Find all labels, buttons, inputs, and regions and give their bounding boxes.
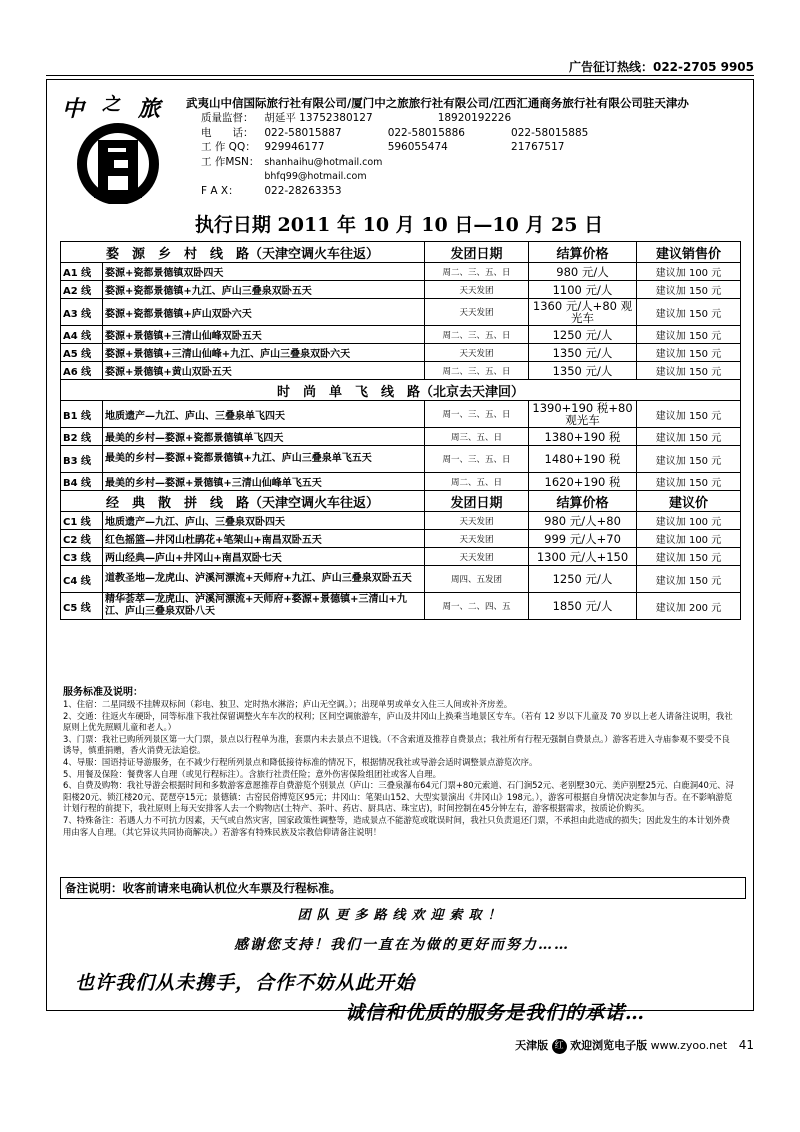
settle-price: 1250 元/人: [529, 326, 637, 344]
settle-price: 1360 元/人+80 观光车: [529, 299, 637, 326]
departure-days: 周三、五、日: [425, 428, 529, 446]
contact-value: 596055474: [387, 141, 448, 153]
suggested-price: 建议加 150 元: [637, 401, 741, 428]
suggested-price: 建议加 150 元: [637, 362, 741, 380]
settle-price: 1250 元/人: [529, 566, 637, 593]
contact-label: 工 作MSN：: [201, 155, 260, 168]
settle-price: 1350 元/人: [529, 362, 637, 380]
settle-price: 980 元/人+80: [529, 512, 637, 530]
svg-text:之: 之: [102, 94, 120, 115]
contact-row: [201, 184, 621, 199]
col-days-header: 发团日期: [425, 491, 529, 512]
route-code: A4 线: [61, 326, 103, 344]
departure-days: 周二、三、五、日: [425, 362, 529, 380]
suggested-price: 建议加 150 元: [637, 566, 741, 593]
departure-days: 周一、二、四、五: [425, 593, 529, 620]
contact-row: [201, 155, 621, 170]
suggested-price: 建议加 150 元: [637, 299, 741, 326]
route-name: 婺源+景德镇+三清山仙峰双卧五天: [103, 326, 425, 344]
route-code: B1 线: [61, 401, 103, 428]
route-name: 婺源+瓷都景德镇双卧四天: [103, 263, 425, 281]
contact-row: [201, 126, 621, 141]
route-name: 红色摇篮—井冈山杜鹃花+笔架山+南昌双卧五天: [103, 530, 425, 548]
service-item: 6、自费及购物：我社导游会根据时间和多数游客意愿推荐自费游览个别景点（庐山：三叠泉瀑布64元门票+80元索道、石门涧52元、老别墅30元、美庐别墅25元、白鹿洞40元、浔阳楼20元、锁江楼20元、琵琶亭15元；景德镇：古窑民俗博览区95元；井冈山：笔架山152、大型实景演出《井冈山》198元。），游客可根据自身情况决定参加与否。在不影响游览计划行程的前提下，我社原则上每天安排客人去一个购物店(土特产、茶叶、药店、厨具店、珠宝店)，时间控制在45分钟左右，游客根据需求，按质论价购买。: [63, 780, 734, 814]
settle-price: 1380+190 税: [529, 428, 637, 446]
route-code: C2 线: [61, 530, 103, 548]
settle-price: 1100 元/人: [529, 281, 637, 299]
svg-text:中: 中: [62, 96, 85, 122]
slogan-line-2: 诚信和优质的服务是我们的承诺…: [345, 1002, 646, 1024]
contact-value: bhfq99@hotmail.com: [264, 171, 367, 182]
svg-text:旅: 旅: [138, 96, 161, 122]
table-row: [61, 344, 741, 362]
ad-hotline: 广告征订热线：022-2705 9905: [568, 60, 754, 74]
route-code: A6 线: [61, 362, 103, 380]
route-name: 最美的乡村—婺源+瓷都景德镇+九江、庐山三叠泉单飞五天: [103, 446, 425, 473]
table-row: [61, 299, 741, 326]
suggested-price: 建议加 150 元: [637, 281, 741, 299]
contact-value: 18920192226: [437, 112, 512, 124]
route-code: B4 线: [61, 473, 103, 491]
route-code: C4 线: [61, 566, 103, 593]
route-code: A2 线: [61, 281, 103, 299]
route-name: 婺源+瓷都景德镇+庐山双卧六天: [103, 299, 425, 326]
table-row: [61, 473, 741, 491]
contact-row: [201, 111, 621, 126]
route-name: 婺源+瓷都景德镇+九江、庐山三叠泉双卧五天: [103, 281, 425, 299]
route-name: 精华荟萃—龙虎山、泸溪河漂流+天师府+婺源+景德镇+三清山+九江、庐山三叠泉双卧八天: [103, 593, 425, 620]
settle-price: 999 元/人+70: [529, 530, 637, 548]
table-row: [61, 428, 741, 446]
contact-value: 胡延平 13752380127: [264, 112, 373, 124]
col-days-header: 发团日期: [425, 242, 529, 263]
col-price-header: 结算价格: [529, 242, 637, 263]
route-name: 婺源+景德镇+黄山双卧五天: [103, 362, 425, 380]
contact-label: F A X：: [201, 184, 239, 197]
departure-days: 周二、五、日: [425, 473, 529, 491]
suggested-price: 建议加 150 元: [637, 344, 741, 362]
route-name: 最美的乡村—婺源+瓷都景德镇单飞四天: [103, 428, 425, 446]
departure-days: 天天发团: [425, 344, 529, 362]
route-code: C1 线: [61, 512, 103, 530]
slogan-line-1: 也许我们从未携手，合作不妨从此开始: [75, 972, 416, 994]
remark-note: 备注说明：收客前请来电确认机位火车票及行程标准。: [60, 877, 746, 899]
table-row: [61, 446, 741, 473]
page-number: 41: [738, 1038, 754, 1052]
departure-days: 周二、三、五、日: [425, 326, 529, 344]
service-item: 3、门票：我社已购所列景区第一大门票，景点以行程单为准，套票内未去景点不退钱。（不含索道及推荐自费景点；我社所有行程无强制自费景点。）游客若进入寺庙参观不要受不良诱导，慎重捐赠，香火消费无法追偿。: [63, 733, 730, 756]
company-names: 武夷山中信国际旅行社有限公司/厦门中之旅旅行社有限公司/江西汇通商务旅行社有限公司驻天津办: [186, 96, 689, 110]
route-name: 地质遗产—九江、庐山、三叠泉单飞四天: [103, 401, 425, 428]
table-row: [61, 401, 741, 428]
table-row: [61, 593, 741, 620]
route-code: A5 线: [61, 344, 103, 362]
contact-row: [201, 169, 621, 184]
departure-days: 周二、三、五、日: [425, 263, 529, 281]
contact-value: 022-58015885: [511, 126, 589, 139]
service-item: 5、用餐及保险：餐费客人自理（或见行程标注）。含旅行社责任险；意外伤害保险组团社或客人自理。: [63, 768, 442, 779]
contact-row: [201, 140, 621, 155]
contact-label: 质量监督：: [201, 112, 254, 124]
settle-price: 1850 元/人: [529, 593, 637, 620]
route-code: B2 线: [61, 428, 103, 446]
departure-days: 周一、三、五、日: [425, 401, 529, 428]
section-title: 经 典 散 拼 线 路（天津空调火车往返）: [61, 491, 425, 512]
route-code: C5 线: [61, 593, 103, 620]
edition-label: 天津版: [515, 1039, 549, 1052]
departure-days: 天天发团: [425, 299, 529, 326]
table-row: [61, 281, 741, 299]
contact-label: 电 话：: [201, 126, 254, 139]
departure-days: 天天发团: [425, 512, 529, 530]
settle-price: 1300 元/人+150: [529, 548, 637, 566]
service-standards: [63, 686, 738, 838]
departure-days: 周四、五发团: [425, 566, 529, 593]
service-heading: 服务标准及说明：: [63, 687, 143, 698]
table-row: [61, 326, 741, 344]
departure-days: 天天发团: [425, 281, 529, 299]
table-row: [61, 530, 741, 548]
page-footer: [515, 1037, 754, 1054]
contact-value: 022-28263353: [264, 184, 342, 197]
suggested-price: 建议加 200 元: [637, 593, 741, 620]
col-adv-header: 建议销售价: [637, 242, 741, 263]
execution-date-title: 执行日期 2011 年 10 月 10 日—10 月 25 日: [194, 214, 604, 236]
suggested-price: 建议加 150 元: [637, 428, 741, 446]
suggested-price: 建议加 150 元: [637, 473, 741, 491]
company-logo: [58, 92, 176, 204]
suggested-price: 建议加 150 元: [637, 446, 741, 473]
route-code: A1 线: [61, 263, 103, 281]
table-row: [61, 566, 741, 593]
route-code: B3 线: [61, 446, 103, 473]
website-url[interactable]: www.zyoo.net: [650, 1039, 728, 1052]
col-price-header: 结算价格: [529, 491, 637, 512]
route-name: 婺源+景德镇+三清山仙峰+九江、庐山三叠泉双卧六天: [103, 344, 425, 362]
settle-price: 1390+190 税+80 观光车: [529, 401, 637, 428]
contact-label: 工 作 QQ：: [201, 141, 256, 153]
route-name: 两山经典—庐山+井冈山+南昌双卧七天: [103, 548, 425, 566]
contact-value: 929946177: [264, 141, 325, 153]
col-adv-header: 建议价: [637, 491, 741, 512]
thanks-line: 感谢您支持！我们一直在为做的更好而努力……: [234, 937, 570, 953]
service-item: 1、住宿：二星同级不挂牌双标间（彩电、独卫、定时热水淋浴；庐山无空调。）；出现单男或单女入住三人间或补齐房差。: [63, 699, 513, 709]
departure-days: 周一、三、五、日: [425, 446, 529, 473]
departure-days: 天天发团: [425, 548, 529, 566]
settle-price: 980 元/人: [529, 263, 637, 281]
route-name: 最美的乡村—婺源+景德镇+三清山仙峰单飞五天: [103, 473, 425, 491]
top-divider: [46, 75, 754, 76]
section-header: [61, 491, 741, 512]
departure-days: 天天发团: [425, 530, 529, 548]
settle-price: 1620+190 税: [529, 473, 637, 491]
settle-price: 1350 元/人: [529, 344, 637, 362]
suggested-price: 建议加 100 元: [637, 530, 741, 548]
route-name: 地质遗产—九江、庐山、三叠泉双卧四天: [103, 512, 425, 530]
settle-price: 1480+190 税: [529, 446, 637, 473]
suggested-price: 建议加 150 元: [637, 326, 741, 344]
service-item: 7、特殊备注：若遇人力不可抗力因素，天气或自然灾害，国家政策性调整等，造成景点不能游览或耽误时间，我社只负责退还门票，不承担由此造成的损失；因此发生的本计划外费用由客人自理。（其它异议共同协商解决。）若游客有特殊民族及宗教信仰请备注说明！: [63, 814, 730, 837]
contact-value: 022-58015887: [264, 126, 342, 139]
section-title: 婺 源 乡 村 线 路（天津空调火车往返）: [61, 242, 425, 263]
section-header: [61, 242, 741, 263]
route-code: C3 线: [61, 548, 103, 566]
table-row: [61, 548, 741, 566]
welcome-line: 团队更多路线欢迎索取！: [297, 908, 507, 923]
table-row: [61, 512, 741, 530]
route-name: 道教圣地—龙虎山、泸溪河漂流+天师府+九江、庐山三叠泉双卧五天: [103, 566, 425, 593]
contact-value: 21767517: [511, 141, 565, 153]
route-code: A3 线: [61, 299, 103, 326]
welcome-epaper: 欢迎浏览电子版: [570, 1039, 648, 1052]
section-title: 时 尚 单 飞 线 路（北京去天津回）: [61, 380, 741, 401]
contact-value: shanhaihu@hotmail.com: [264, 156, 383, 168]
table-row: [61, 362, 741, 380]
suggested-price: 建议加 100 元: [637, 512, 741, 530]
suggested-price: 建议加 150 元: [637, 548, 741, 566]
service-item: 4、导服：国语持证导游服务，在不减少行程所列景点和降低接待标准的情况下，根据情况我社或导游会适时调整景点游览次序。: [63, 756, 538, 767]
edition-badge-icon: 红: [552, 1039, 567, 1054]
service-item: 2、交通：往返火车硬卧，同等标准下我社保留调整火车车次的权利；区间空调旅游车，庐山及井冈山上换乘当地景区专车。（若有 12 岁以下儿童及 70 岁以上老人请备注说明，我社原则上优先照顾儿童和老人。）: [63, 710, 733, 733]
suggested-price: 建议加 100 元: [637, 263, 741, 281]
contact-value: 022-58015886: [387, 126, 465, 139]
section-header: [61, 380, 741, 401]
table-row: [61, 263, 741, 281]
route-price-table: [60, 241, 741, 620]
contact-block: [201, 111, 621, 198]
